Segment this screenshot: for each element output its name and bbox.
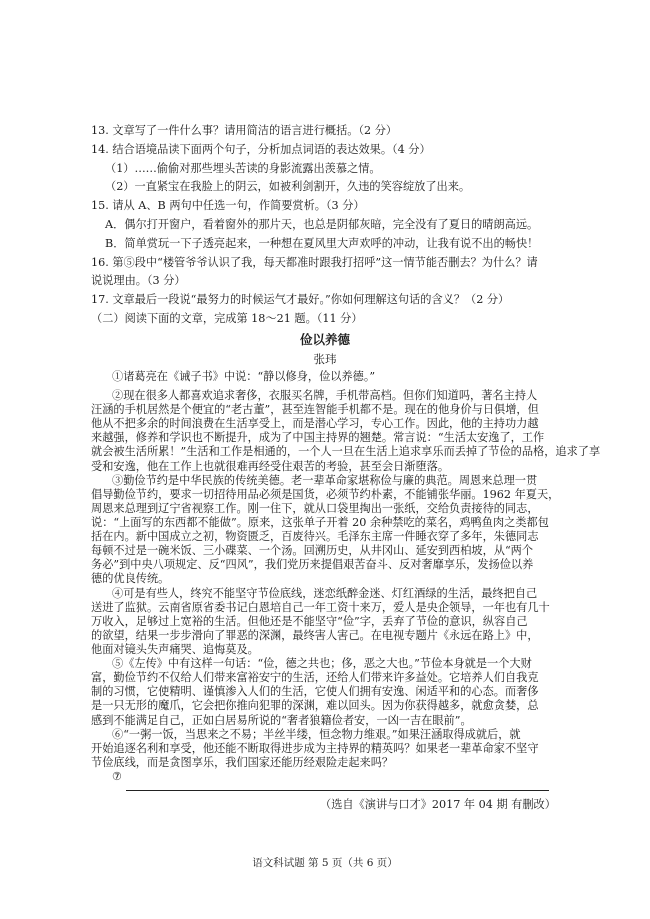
question-16-line-2: 说说理由。（3 分） [91, 274, 186, 287]
article-line: 他面对镜头失声痛哭、追悔莫及。 [91, 643, 259, 656]
page-footer: 语文科试题 第 5 页（共 6 页） [252, 857, 398, 869]
article-line: 感到不能满足自己，正如白居易所说的“奢者狼籍俭者安，一凶一吉在眼前”。 [91, 713, 472, 727]
article-line: 每顿不过是一碗米饭、三小碟菜、一个汤。回溯历史，从井冈山、延安到西柏坡，从“两个 [91, 544, 534, 558]
article-line: 汪涵的手机居然是个便宜的“老古董”，甚至连智能手机都不是。现在的他身价与日俱增，但 [91, 403, 539, 417]
question-13: 13. 文章写了一件什么事？请用简洁的语言进行概括。（2 分） [91, 124, 398, 137]
article-author: 张玮 [313, 352, 337, 366]
question-15: 15. 请从 A、B 两句中任选一句，作简要赏析。（3 分） [91, 199, 365, 212]
article-line: ②现在很多人都喜欢追求奢侈，衣服买名牌，手机带高档。但你们知道吗，著名主持人 [112, 389, 538, 402]
paragraph-7-marker: ⑦ [112, 770, 123, 783]
article-line: ⑥“一粥一饭，当思来之不易；半丝半缕，恒念物力维艰。”如果汪涵取得成就后，就 [112, 727, 521, 741]
section-header: （二）阅读下面的文章，完成第 18～21 题。（11 分） [91, 312, 363, 325]
article-line: 倡导勤俭节约，要求一切招待用品必须是国货，必须节约朴素，不能铺张华丽。1962 年夏天， [91, 487, 560, 501]
article-line: 他从不把多余的时间浪费在生活享受上，而是潜心学习，专心工作。因此，他的主持功力越 [91, 417, 539, 431]
article-line: 受和安逸，他在工作上也就很难再经受住艰苦的考验，甚至会日渐堕落。 [91, 459, 450, 473]
article-line: 说：“上面写的东西都不能做”。原来，这张单子开着 20 余种禁吃的菜名，鸡鸭鱼肉之类都包 [91, 516, 549, 529]
article-source: （选自《演讲与口才》2017 年 04 期 有删改） [320, 798, 556, 811]
article-line: ①诸葛亮在《诫子书》中说：“静以修身，俭以养德。” [112, 370, 376, 383]
article-line: 节俭底线，而是贪图享乐，我们国家还能历经艰险走起来吗？ [91, 755, 394, 769]
question-14-sentence-1: （1）……偷偷对那些埋头苦读的身影流露出羡慕之情。 [105, 162, 381, 175]
article-line: 就会被生活所累！”生活和工作是相通的，一个人一旦在生活上追求享乐而丢掉了节俭的品格，追求了享 [91, 445, 601, 459]
question-14-sentence-2: （2）一直紧宝在我脸上的阴云，如被利剑割开，久违的笑容绽放了出来。 [105, 180, 471, 193]
article-line: 开始追逐名利和享受，他还能不断取得进步成为主持界的精英吗？如果老一辈革命家不坚守 [91, 741, 539, 755]
article-line: ④可是有些人，终究不能坚守节俭底线，迷恋纸醉金迷、灯红酒绿的生活，最终把自己 [112, 586, 538, 600]
answer-blank-line [126, 790, 549, 791]
article-line: 制的习惯，它使精明、谨慎渗入人们的生活，它使人们拥有安逸、闲适平和的心态。而奢侈 [91, 685, 539, 699]
question-17: 17. 文章最后一段说“最努力的时候运气才最好。”你如何理解这句话的含义？（2 分） [91, 293, 510, 306]
article-line: 务必”到中央八项规定、反“四风”，我们党历来提倡艰苦奋斗、反对奢靡享乐，发扬俭以养 [91, 558, 534, 572]
article-line: ③勤俭节约是中华民族的传统美德。老一辈革命家堪称俭与廉的典范。周恩来总理一贯 [112, 473, 538, 487]
question-16-line-1: 16. 第⑤段中“楼管爷爷认识了我，每天都准时跟我打招呼”这一情节能否删去？为什么？请 [91, 256, 538, 269]
article-line: 万收入，足够过上宽裕的生活。但他还是不能坚守“俭”字，丢弃了节俭的意识，纵容自己 [91, 614, 528, 628]
article-line: 是一只无形的魔爪，它会把你推向犯罪的深渊，难以回头。因为你获得越多，就愈贪婪，总 [91, 699, 539, 713]
article-line: 德的优良传统。 [91, 572, 170, 586]
article-line: 富，勤俭节约不仅给人们带来富裕安宁的生活，还给人们带来许多益处。它培养人们自我克 [91, 671, 539, 685]
article-title: 俭以养德 [299, 332, 350, 347]
article-line: 周恩来总理到辽宁省视察工作。刚一住下，就从口袋里掏出一张纸，交给负责接待的同志， [91, 501, 539, 515]
article-line: 送进了监狱。云南省原省委书记白恩培自己一年工资十来万，爱人是央企领导，一年也有几十 [91, 600, 550, 614]
question-15-option-b: B．简单赏玩一下子透亮起来，一种想在夏风里大声欢呼的冲动，让我有说不出的畅快！ [105, 237, 539, 250]
article-line: 的欲望，结果一步步滑向了罪恶的深渊，最终害人害己。在电视专题片《永远在路上》中， [91, 628, 539, 642]
article-line: 来越强，修养和学识也不断提升，成为了中国主持界的翘楚。常言说：“生活太安逸了，工作 [91, 431, 545, 445]
question-14: 14. 结合语境品读下面两个句子，分析加点词语的表达效果。（4 分） [91, 143, 431, 156]
article-line: 括在内。新中国成立之初，物资匮乏，百废待兴。毛泽东主席一件睡衣穿了多年，朱德同志 [91, 530, 539, 544]
article-line: ⑤《左传》中有这样一句话：“俭，德之共也；侈，恶之大也。”节俭本身就是一个大财 [112, 657, 532, 671]
question-15-option-a: A．偶尔打开窗户，看着窗外的那片天，也总是阴郁灰暗，完全没有了夏日的晴朗高远。 [105, 218, 539, 231]
